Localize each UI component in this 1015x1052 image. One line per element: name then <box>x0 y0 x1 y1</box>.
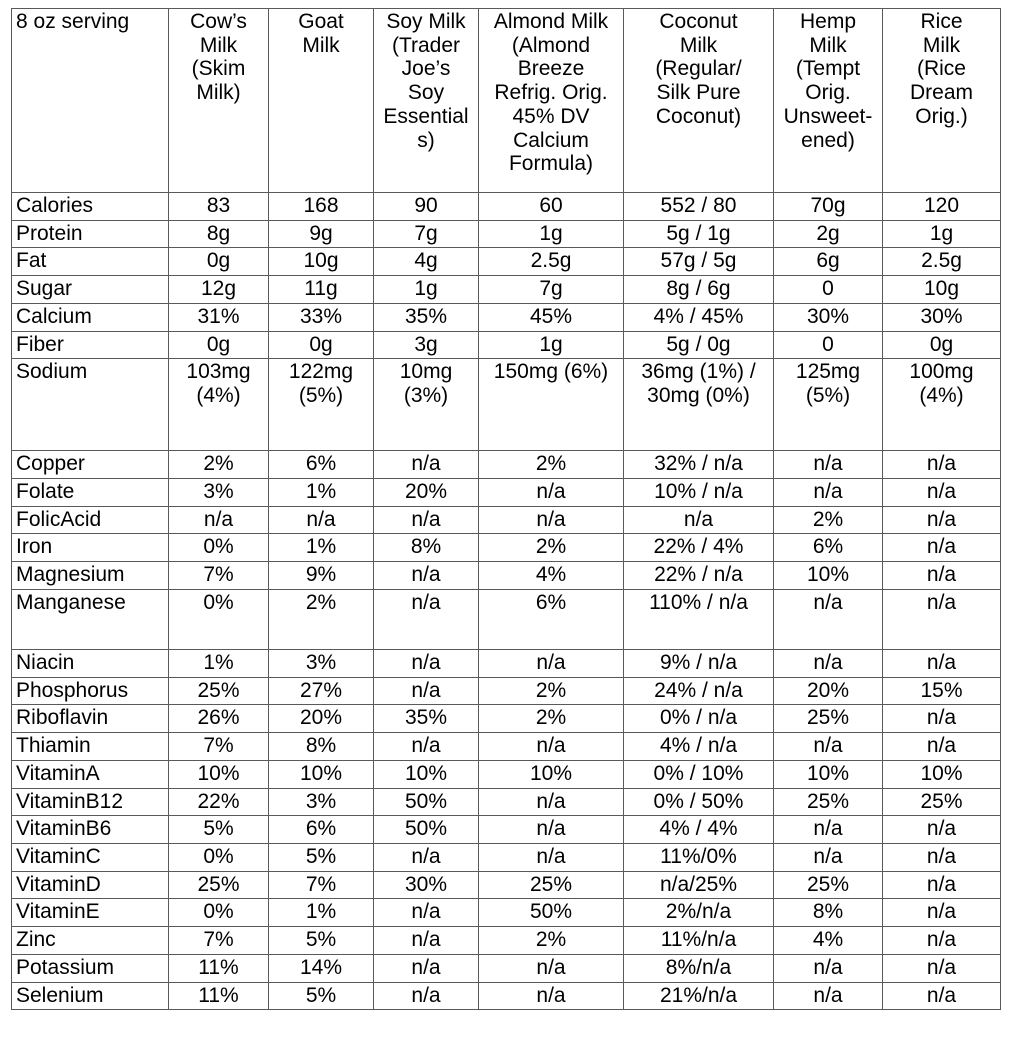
table-row <box>12 871 1001 899</box>
value-cell-soy: n/a <box>374 927 479 955</box>
column-header-line: 8 oz serving <box>16 10 130 33</box>
value-cell-goat: 122mg (5%) <box>269 359 374 451</box>
table-row <box>12 899 1001 927</box>
value-cell-rice: n/a <box>883 899 1001 927</box>
table-row <box>12 359 1001 451</box>
value-cell-rice: n/a <box>883 562 1001 590</box>
column-header-line: Milk <box>199 33 238 57</box>
nutrient-label-cell: Folate <box>12 479 169 507</box>
column-header-line: Rice <box>920 10 963 33</box>
nutrient-label-cell: Niacin <box>12 649 169 677</box>
column-header-line: Formula) <box>508 152 593 176</box>
nutrient-label-cell: Calories <box>12 193 169 221</box>
table-row <box>12 788 1001 816</box>
value-cell-almond: 2% <box>479 927 624 955</box>
value-cell-rice: n/a <box>883 506 1001 534</box>
column-header-line: Silk Pure <box>656 81 741 105</box>
value-cell-coconut: 36mg (1%) / 30mg (0%) <box>624 359 774 451</box>
value-cell-goat: 3% <box>269 788 374 816</box>
value-cell-almond: 4% <box>479 562 624 590</box>
value-cell-soy: 8% <box>374 534 479 562</box>
value-cell-rice: 100mg (4%) <box>883 359 1001 451</box>
table-row <box>12 705 1001 733</box>
value-cell-hemp: 25% <box>774 705 883 733</box>
value-cell-goat: 0g <box>269 331 374 359</box>
value-cell-cow: 25% <box>169 871 269 899</box>
value-cell-cow: 0% <box>169 899 269 927</box>
value-cell-cow: 3% <box>169 479 269 507</box>
table-row <box>12 843 1001 871</box>
value-cell-coconut: 5g / 0g <box>624 331 774 359</box>
value-cell-hemp: 25% <box>774 871 883 899</box>
value-cell-cow: 83 <box>169 193 269 221</box>
column-header-line: Dream <box>909 81 973 105</box>
value-cell-almond: 150mg (6%) <box>479 359 624 451</box>
value-cell-rice: 10% <box>883 760 1001 788</box>
value-cell-rice: n/a <box>883 479 1001 507</box>
value-cell-coconut: 0% / 50% <box>624 788 774 816</box>
value-cell-coconut: 22% / n/a <box>624 562 774 590</box>
value-cell-hemp: 6g <box>774 248 883 276</box>
column-header-line: Coconut <box>659 10 738 33</box>
value-cell-coconut: 8g / 6g <box>624 276 774 304</box>
column-header-hemp <box>774 9 883 193</box>
value-cell-hemp: 30% <box>774 303 883 331</box>
table-row <box>12 649 1001 677</box>
column-header-line: Milk) <box>196 81 241 105</box>
value-cell-coconut: 22% / 4% <box>624 534 774 562</box>
value-cell-soy: n/a <box>374 982 479 1010</box>
nutrient-label-cell: Zinc <box>12 927 169 955</box>
table-header <box>12 9 1001 193</box>
value-cell-cow: 103mg (4%) <box>169 359 269 451</box>
value-cell-almond: 50% <box>479 899 624 927</box>
value-cell-soy: n/a <box>374 733 479 761</box>
value-cell-coconut: 5g / 1g <box>624 220 774 248</box>
value-cell-rice: 2.5g <box>883 248 1001 276</box>
value-cell-cow: 11% <box>169 982 269 1010</box>
table-row <box>12 534 1001 562</box>
nutrient-label-cell: VitaminD <box>12 871 169 899</box>
value-cell-cow: 0% <box>169 843 269 871</box>
value-cell-soy: 3g <box>374 331 479 359</box>
value-cell-soy: n/a <box>374 843 479 871</box>
value-cell-hemp: 0 <box>774 276 883 304</box>
column-header-soy <box>374 9 479 193</box>
value-cell-cow: 11% <box>169 954 269 982</box>
value-cell-hemp: n/a <box>774 733 883 761</box>
nutrient-label-cell: Sodium <box>12 359 169 451</box>
value-cell-soy: 35% <box>374 303 479 331</box>
nutrient-label-cell: VitaminB6 <box>12 816 169 844</box>
value-cell-goat: 1% <box>269 534 374 562</box>
nutrient-label-cell: VitaminA <box>12 760 169 788</box>
column-header-nutrient <box>12 9 169 193</box>
value-cell-rice: 15% <box>883 677 1001 705</box>
value-cell-goat: 27% <box>269 677 374 705</box>
value-cell-almond: 10% <box>479 760 624 788</box>
nutrient-label-cell: Thiamin <box>12 733 169 761</box>
value-cell-soy: 90 <box>374 193 479 221</box>
value-cell-almond: 1g <box>479 331 624 359</box>
value-cell-hemp: n/a <box>774 649 883 677</box>
value-cell-goat: 2% <box>269 589 374 649</box>
value-cell-rice: n/a <box>883 705 1001 733</box>
value-cell-coconut: 552 / 80 <box>624 193 774 221</box>
value-cell-cow: 26% <box>169 705 269 733</box>
table-row <box>12 589 1001 649</box>
value-cell-hemp: 0 <box>774 331 883 359</box>
value-cell-soy: n/a <box>374 562 479 590</box>
value-cell-rice: 25% <box>883 788 1001 816</box>
value-cell-goat: 7% <box>269 871 374 899</box>
value-cell-goat: 8% <box>269 733 374 761</box>
column-header-goat <box>269 9 374 193</box>
column-header-line: Hemp <box>799 10 857 33</box>
value-cell-soy: 4g <box>374 248 479 276</box>
value-cell-almond: n/a <box>479 479 624 507</box>
value-cell-almond: n/a <box>479 788 624 816</box>
nutrient-label-cell: VitaminB12 <box>12 788 169 816</box>
value-cell-hemp: 8% <box>774 899 883 927</box>
value-cell-coconut: 21%/n/a <box>624 982 774 1010</box>
value-cell-soy: n/a <box>374 899 479 927</box>
value-cell-rice: n/a <box>883 589 1001 649</box>
table-body <box>12 193 1001 1010</box>
value-cell-soy: n/a <box>374 677 479 705</box>
value-cell-soy: 30% <box>374 871 479 899</box>
column-header-line: Unsweet- <box>783 104 873 128</box>
value-cell-cow: 25% <box>169 677 269 705</box>
value-cell-almond: 7g <box>479 276 624 304</box>
value-cell-coconut: n/a <box>624 506 774 534</box>
column-header-line: (Trader <box>391 33 461 57</box>
value-cell-coconut: 0% / n/a <box>624 705 774 733</box>
value-cell-hemp: n/a <box>774 982 883 1010</box>
value-cell-hemp: 2% <box>774 506 883 534</box>
value-cell-almond: n/a <box>479 733 624 761</box>
value-cell-goat: 168 <box>269 193 374 221</box>
value-cell-cow: 22% <box>169 788 269 816</box>
value-cell-rice: 120 <box>883 193 1001 221</box>
table-row <box>12 954 1001 982</box>
table-row <box>12 760 1001 788</box>
table-row <box>12 562 1001 590</box>
value-cell-rice: 1g <box>883 220 1001 248</box>
value-cell-hemp: 125mg (5%) <box>774 359 883 451</box>
value-cell-rice: n/a <box>883 927 1001 955</box>
value-cell-cow: 10% <box>169 760 269 788</box>
table-row <box>12 927 1001 955</box>
column-header-line: Soy <box>407 81 445 105</box>
value-cell-hemp: n/a <box>774 816 883 844</box>
table-row <box>12 733 1001 761</box>
value-cell-hemp: n/a <box>774 451 883 479</box>
nutrient-label-cell: Fat <box>12 248 169 276</box>
value-cell-goat: 1% <box>269 479 374 507</box>
value-cell-soy: 10mg (3%) <box>374 359 479 451</box>
value-cell-goat: 10g <box>269 248 374 276</box>
value-cell-cow: 12g <box>169 276 269 304</box>
value-cell-cow: 8g <box>169 220 269 248</box>
column-header-line: Goat <box>298 10 344 33</box>
table-row <box>12 331 1001 359</box>
value-cell-almond: 45% <box>479 303 624 331</box>
value-cell-hemp: n/a <box>774 843 883 871</box>
value-cell-rice: n/a <box>883 733 1001 761</box>
column-header-line: Milk <box>809 33 847 57</box>
table-row <box>12 982 1001 1010</box>
value-cell-rice: 30% <box>883 303 1001 331</box>
table-header-row <box>12 9 1001 193</box>
table-row <box>12 276 1001 304</box>
table-row <box>12 248 1001 276</box>
value-cell-rice: n/a <box>883 871 1001 899</box>
value-cell-soy: n/a <box>374 451 479 479</box>
value-cell-almond: n/a <box>479 649 624 677</box>
nutrient-label-cell: Phosphorus <box>12 677 169 705</box>
column-header-line: Coconut) <box>655 104 742 128</box>
value-cell-almond: 1g <box>479 220 624 248</box>
value-cell-goat: 6% <box>269 816 374 844</box>
value-cell-coconut: 4% / 45% <box>624 303 774 331</box>
value-cell-coconut: 32% / n/a <box>624 451 774 479</box>
nutrient-label-cell: Protein <box>12 220 169 248</box>
value-cell-goat: 5% <box>269 982 374 1010</box>
value-cell-soy: n/a <box>374 506 479 534</box>
value-cell-cow: 0% <box>169 534 269 562</box>
value-cell-goat: 14% <box>269 954 374 982</box>
value-cell-cow: 5% <box>169 816 269 844</box>
value-cell-hemp: n/a <box>774 479 883 507</box>
value-cell-hemp: 4% <box>774 927 883 955</box>
column-header-line: Almond Milk <box>493 10 609 33</box>
value-cell-cow: 7% <box>169 927 269 955</box>
value-cell-almond: 25% <box>479 871 624 899</box>
column-header-line: Soy Milk <box>386 10 466 33</box>
value-cell-goat: 20% <box>269 705 374 733</box>
column-header-line: Refrig. Orig. <box>494 81 608 105</box>
value-cell-soy: 20% <box>374 479 479 507</box>
nutrient-label-cell: FolicAcid <box>12 506 169 534</box>
column-header-line: Milk <box>302 33 340 57</box>
column-header-line: Breeze <box>517 57 585 81</box>
column-header-line: Orig. <box>805 81 851 105</box>
value-cell-soy: n/a <box>374 954 479 982</box>
value-cell-hemp: 20% <box>774 677 883 705</box>
value-cell-coconut: 110% / n/a <box>624 589 774 649</box>
nutrient-label-cell: Iron <box>12 534 169 562</box>
value-cell-goat: 6% <box>269 451 374 479</box>
table-row <box>12 816 1001 844</box>
value-cell-rice: 10g <box>883 276 1001 304</box>
value-cell-rice: n/a <box>883 451 1001 479</box>
value-cell-goat: 11g <box>269 276 374 304</box>
column-header-almond <box>479 9 624 193</box>
value-cell-cow: n/a <box>169 506 269 534</box>
column-header-coconut <box>624 9 774 193</box>
value-cell-cow: 1% <box>169 649 269 677</box>
table-row <box>12 193 1001 221</box>
value-cell-soy: n/a <box>374 649 479 677</box>
value-cell-goat: 10% <box>269 760 374 788</box>
table-row <box>12 677 1001 705</box>
column-header-line: (Skim <box>191 57 246 81</box>
column-header-line: (Almond <box>511 33 591 57</box>
column-header-line: (Regular/ <box>655 57 742 81</box>
value-cell-hemp: 2g <box>774 220 883 248</box>
value-cell-soy: 10% <box>374 760 479 788</box>
value-cell-coconut: 4% / 4% <box>624 816 774 844</box>
value-cell-almond: 60 <box>479 193 624 221</box>
value-cell-almond: n/a <box>479 982 624 1010</box>
value-cell-hemp: 10% <box>774 760 883 788</box>
value-cell-coconut: 2%/n/a <box>624 899 774 927</box>
value-cell-cow: 0g <box>169 331 269 359</box>
column-header-line: Joe’s <box>401 57 451 81</box>
value-cell-cow: 2% <box>169 451 269 479</box>
value-cell-cow: 0% <box>169 589 269 649</box>
value-cell-almond: 2% <box>479 705 624 733</box>
value-cell-rice: n/a <box>883 982 1001 1010</box>
value-cell-cow: 7% <box>169 562 269 590</box>
value-cell-coconut: 11%/0% <box>624 843 774 871</box>
table-row <box>12 220 1001 248</box>
column-header-line: (Rice <box>916 57 966 81</box>
table-row <box>12 451 1001 479</box>
milk-nutrition-comparison-table <box>11 8 1001 1010</box>
value-cell-coconut: 57g / 5g <box>624 248 774 276</box>
value-cell-coconut: n/a/25% <box>624 871 774 899</box>
value-cell-almond: 2% <box>479 677 624 705</box>
table-row <box>12 479 1001 507</box>
value-cell-soy: 1g <box>374 276 479 304</box>
value-cell-rice: n/a <box>883 534 1001 562</box>
column-header-line: Calcium <box>513 128 589 152</box>
value-cell-goat: 3% <box>269 649 374 677</box>
column-header-line: s) <box>417 128 435 152</box>
value-cell-hemp: 10% <box>774 562 883 590</box>
value-cell-goat: 33% <box>269 303 374 331</box>
value-cell-almond: 2% <box>479 451 624 479</box>
column-header-rice <box>883 9 1001 193</box>
nutrient-label-cell: Sugar <box>12 276 169 304</box>
value-cell-rice: n/a <box>883 816 1001 844</box>
value-cell-almond: n/a <box>479 954 624 982</box>
value-cell-coconut: 11%/n/a <box>624 927 774 955</box>
nutrient-label-cell: Manganese <box>12 589 169 649</box>
value-cell-almond: n/a <box>479 816 624 844</box>
column-header-line: Cow’s <box>190 10 247 33</box>
value-cell-hemp: 25% <box>774 788 883 816</box>
value-cell-coconut: 8%/n/a <box>624 954 774 982</box>
value-cell-coconut: 24% / n/a <box>624 677 774 705</box>
table-row <box>12 506 1001 534</box>
value-cell-coconut: 9% / n/a <box>624 649 774 677</box>
value-cell-almond: n/a <box>479 843 624 871</box>
nutrient-label-cell: Magnesium <box>12 562 169 590</box>
column-header-line: ened) <box>801 128 855 152</box>
column-header-line: Essential <box>383 104 469 128</box>
value-cell-rice: 0g <box>883 331 1001 359</box>
value-cell-cow: 0g <box>169 248 269 276</box>
value-cell-goat: n/a <box>269 506 374 534</box>
value-cell-hemp: n/a <box>774 954 883 982</box>
nutrient-label-cell: Riboflavin <box>12 705 169 733</box>
value-cell-cow: 31% <box>169 303 269 331</box>
value-cell-rice: n/a <box>883 954 1001 982</box>
value-cell-cow: 7% <box>169 733 269 761</box>
column-header-line: Milk <box>679 33 718 57</box>
column-header-line: (Tempt <box>795 57 861 81</box>
value-cell-goat: 5% <box>269 843 374 871</box>
value-cell-coconut: 0% / 10% <box>624 760 774 788</box>
value-cell-rice: n/a <box>883 843 1001 871</box>
value-cell-soy: n/a <box>374 589 479 649</box>
value-cell-coconut: 4% / n/a <box>624 733 774 761</box>
column-header-line: Orig.) <box>915 104 968 128</box>
nutrient-label-cell: Calcium <box>12 303 169 331</box>
value-cell-almond: 6% <box>479 589 624 649</box>
value-cell-almond: 2.5g <box>479 248 624 276</box>
value-cell-almond: 2% <box>479 534 624 562</box>
nutrient-label-cell: Copper <box>12 451 169 479</box>
value-cell-hemp: n/a <box>774 589 883 649</box>
nutrient-label-cell: Selenium <box>12 982 169 1010</box>
value-cell-coconut: 10% / n/a <box>624 479 774 507</box>
value-cell-goat: 9g <box>269 220 374 248</box>
nutrient-label-cell: Potassium <box>12 954 169 982</box>
value-cell-hemp: 6% <box>774 534 883 562</box>
nutrient-label-cell: VitaminC <box>12 843 169 871</box>
value-cell-soy: 7g <box>374 220 479 248</box>
value-cell-goat: 9% <box>269 562 374 590</box>
value-cell-soy: 35% <box>374 705 479 733</box>
value-cell-hemp: 70g <box>774 193 883 221</box>
nutrient-label-cell: Fiber <box>12 331 169 359</box>
value-cell-goat: 1% <box>269 899 374 927</box>
nutrient-label-cell: VitaminE <box>12 899 169 927</box>
column-header-cow <box>169 9 269 193</box>
value-cell-soy: 50% <box>374 816 479 844</box>
value-cell-almond: n/a <box>479 506 624 534</box>
column-header-line: Milk <box>922 33 961 57</box>
value-cell-soy: 50% <box>374 788 479 816</box>
table-row <box>12 303 1001 331</box>
value-cell-goat: 5% <box>269 927 374 955</box>
column-header-line: 45% DV <box>512 104 590 128</box>
value-cell-rice: n/a <box>883 649 1001 677</box>
